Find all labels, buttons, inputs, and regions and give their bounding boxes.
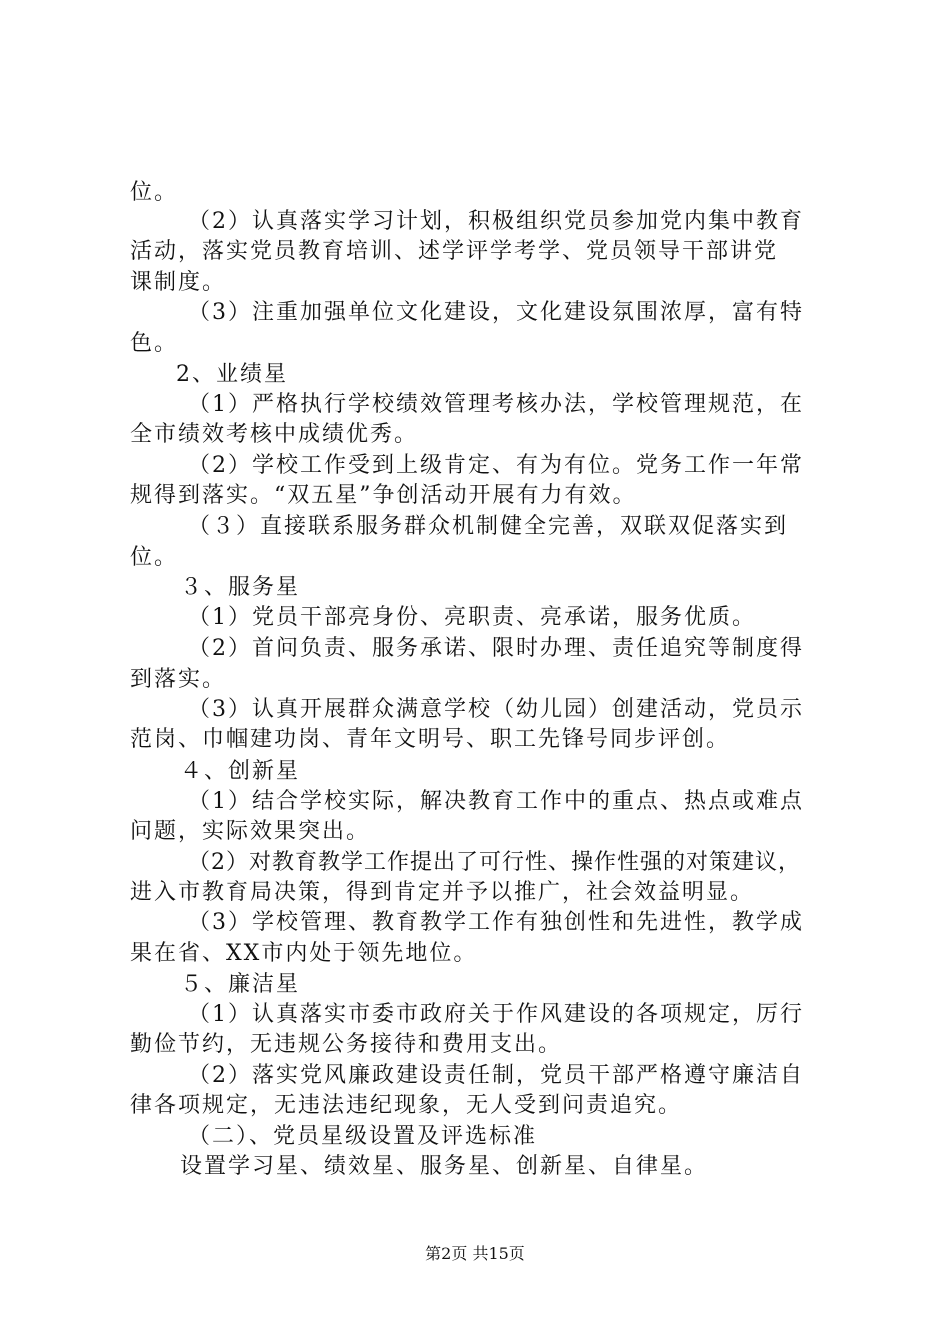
text-line: 课制度。 xyxy=(130,270,227,295)
text-line: （３）直接联系服务群众机制健全完善，双联双促落实到 xyxy=(188,514,789,539)
text-line: 进入市教育局决策，得到肯定并予以推广，社会效益明显。 xyxy=(130,880,755,905)
section-heading: （二）、党员星级设置及评选标准 xyxy=(188,1124,538,1149)
text-line: （2）认真落实学习计划，积极组织党员参加党内集中教育 xyxy=(188,209,804,234)
text-line: 色。 xyxy=(130,331,179,356)
text-line: 律各项规定，无违法违纪现象，无人受到问责追究。 xyxy=(130,1093,683,1118)
text-line: （2）学校工作受到上级肯定、有为有位。党务工作一年常 xyxy=(188,453,804,478)
section-heading: ４、创新星 xyxy=(180,759,301,784)
text-line: 全市绩效考核中成绩优秀。 xyxy=(130,422,419,447)
text-line: （2）落实党风廉政建设责任制，党员干部严格遵守廉洁自 xyxy=(188,1063,804,1088)
text-line: （1）结合学校实际，解决教育工作中的重点、热点或难点 xyxy=(188,789,804,814)
text-line: （1）党员干部亮身份、亮职责、亮承诺，服务优质。 xyxy=(188,605,756,630)
section-heading: 2、业绩星 xyxy=(176,362,288,387)
text-line: 范岗、巾帼建功岗、青年文明号、职工先锋号同步评创。 xyxy=(130,727,731,752)
text-line: （2）首问负责、服务承诺、限时办理、责任追究等制度得 xyxy=(188,636,804,661)
page-footer: 第2页 共15页 xyxy=(425,1244,525,1263)
text-line: （3）认真开展群众满意学校（幼儿园）创建活动，党员示 xyxy=(188,697,804,722)
text-line: 到落实。 xyxy=(130,667,227,692)
text-line: 果在省、XX市内处于领先地位。 xyxy=(130,941,478,966)
section-heading: ３、服务星 xyxy=(180,575,301,600)
text-line: （1）严格执行学校绩效管理考核办法，学校管理规范，在 xyxy=(188,392,804,417)
text-line: （3）注重加强单位文化建设，文化建设氛围浓厚，富有特 xyxy=(188,300,804,325)
text-line: 勤俭节约，无违规公务接待和费用支出。 xyxy=(130,1032,563,1057)
text-line: 位。 xyxy=(130,180,179,205)
text-line: 设置学习星、绩效星、服务星、创新星、自律星。 xyxy=(180,1154,709,1179)
text-line: 活动，落实党员教育培训、述学评学考学、党员领导干部讲党 xyxy=(130,239,779,264)
text-line: 位。 xyxy=(130,545,179,570)
text-line: （1）认真落实市委市政府关于作风建设的各项规定，厉行 xyxy=(188,1002,804,1027)
text-line: （3）学校管理、教育教学工作有独创性和先进性，教学成 xyxy=(188,910,804,935)
text-line: （2）对教育教学工作提出了可行性、操作性强的对策建议， xyxy=(188,850,801,875)
text-line: 问题，实际效果突出。 xyxy=(130,819,371,844)
section-heading: ５、廉洁星 xyxy=(180,972,301,997)
text-line: 规得到落实。“双五星”争创活动开展有力有效。 xyxy=(130,483,637,508)
